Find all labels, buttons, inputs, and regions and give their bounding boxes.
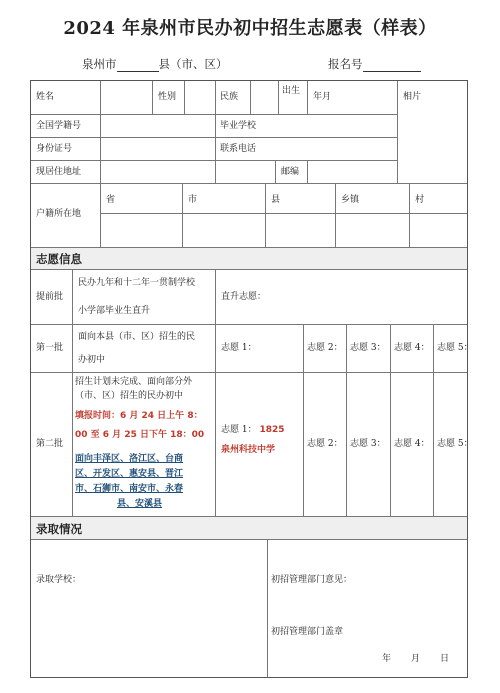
rule [31,324,467,325]
admission-section-title: 录取情况 [36,522,82,536]
batch2-choice-1-school: 泉州科技中学 [221,445,276,455]
batch2-areas-4: 县、安溪县 [117,499,163,509]
rule [278,81,279,114]
reg-no-label: 报名号 [328,57,363,71]
batch2-areas-2: 区、开发区、惠安县、晋江 [75,469,184,479]
batch1-desc-1: 面向本县（市、区）招生的民 [78,332,196,342]
rule [307,160,308,183]
rule [31,516,467,517]
rule [31,539,467,540]
rule [100,213,467,214]
rule [267,539,268,677]
application-form [30,80,473,678]
reg-no-field [328,56,421,72]
batch2-choice-3[interactable]: 志愿 3： [350,439,386,449]
rule [265,183,266,247]
village-label: 村 [415,195,425,205]
batch2-choice-1-code: 1825 [259,425,285,435]
batch2-areas-1: 面向丰泽区、洛江区、台商 [75,454,184,464]
batch2-time-1: 填报时间：6 月 24 日上午 8： [75,411,203,421]
advance-desc-2: 小学部毕业生直升 [78,306,151,316]
county-col-label: 县 [271,195,281,205]
postcode-label: 邮编 [281,167,300,177]
city-label: 泉州市 [82,57,117,71]
city-field [82,56,228,72]
rule [409,183,410,247]
advance-batch-label: 提前批 [36,292,64,302]
batch1-choice-4[interactable]: 志愿 4： [394,343,430,353]
province-label: 省 [106,195,116,205]
photo-label: 相片 [403,92,422,102]
town-label: 乡镇 [341,195,360,205]
batch1-choice-5[interactable]: 志愿 5： [437,343,473,353]
phone-label: 联系电话 [220,144,257,154]
batch1-desc-2: 办初中 [78,355,106,365]
batch1-label: 第一批 [36,343,64,353]
rule [346,324,347,516]
admission-section-bg [31,516,467,539]
page-title: 2024 年泉州市民办初中招生志愿表（样表） [63,18,437,39]
school-label: 毕业学校 [220,121,257,131]
rule [100,81,101,247]
reg-no-blank[interactable] [363,59,421,72]
rule [275,160,276,183]
rule [250,81,251,114]
rule [215,269,216,516]
rule [397,81,398,183]
birth-label: 出生 [282,86,301,96]
batch1-choice-3[interactable]: 志愿 3： [350,343,386,353]
date-year: 年 [382,654,392,664]
city-col-label: 市 [188,195,198,205]
batch2-desc-1: 招生计划未完成、面向部分外 [75,377,193,387]
rule [31,269,467,270]
hukou-label: 户籍所在地 [36,209,82,219]
rule [152,81,153,114]
student-id-label: 全国学籍号 [36,121,82,131]
batch2-areas-3: 市、石狮市、南安市、永春 [75,484,184,494]
county-label: 县（市、区） [158,57,228,71]
rule [31,137,397,138]
stamp-label: 初招管理部门盖章 [271,627,344,637]
batch2-choice-2[interactable]: 志愿 2： [307,439,343,449]
rule [31,247,467,248]
year-month-label: 年月 [313,92,332,102]
rule [433,324,434,516]
promote-wish-label: 直升志愿： [221,292,267,302]
wish-section-bg [31,247,467,269]
admitted-school-label: 录取学校： [36,575,82,585]
batch2-desc-2: （市、区）招生的民办初中 [75,391,184,401]
batch2-choice-1[interactable] [221,425,285,435]
rule [31,160,397,161]
batch2-choice-5[interactable]: 志愿 5： [437,439,473,449]
rule [303,324,304,516]
batch2-choice-1-label: 志愿 1： [221,425,257,435]
batch1-choice-1[interactable]: 志愿 1： [221,343,257,353]
batch2-label: 第二批 [36,439,64,449]
batch2-time-2: 00 至 6 月 25 日下午 18：00 [75,430,205,440]
batch1-choice-2[interactable]: 志愿 2： [307,343,343,353]
advance-desc-1: 民办九年和十二年一贯制学校 [78,278,196,288]
rule [215,81,216,183]
rule [31,183,467,184]
date-day: 日 [440,654,450,664]
rule [184,81,185,114]
city-blank[interactable] [117,59,159,72]
rule [182,183,183,247]
address-label: 现居住地址 [36,167,82,177]
rule [335,183,336,247]
name-label: 姓名 [36,92,55,102]
rule [72,269,73,516]
rule [307,81,308,114]
gender-label: 性别 [158,92,177,102]
rule [31,114,397,115]
batch2-choice-4[interactable]: 志愿 4： [394,439,430,449]
id-card-label: 身份证号 [36,144,73,154]
wish-section-title: 志愿信息 [36,252,82,266]
opinion-label: 初招管理部门意见： [271,575,353,585]
rule [31,372,467,373]
date-month: 月 [411,654,421,664]
rule [390,324,391,516]
ethnicity-label: 民族 [220,92,239,102]
